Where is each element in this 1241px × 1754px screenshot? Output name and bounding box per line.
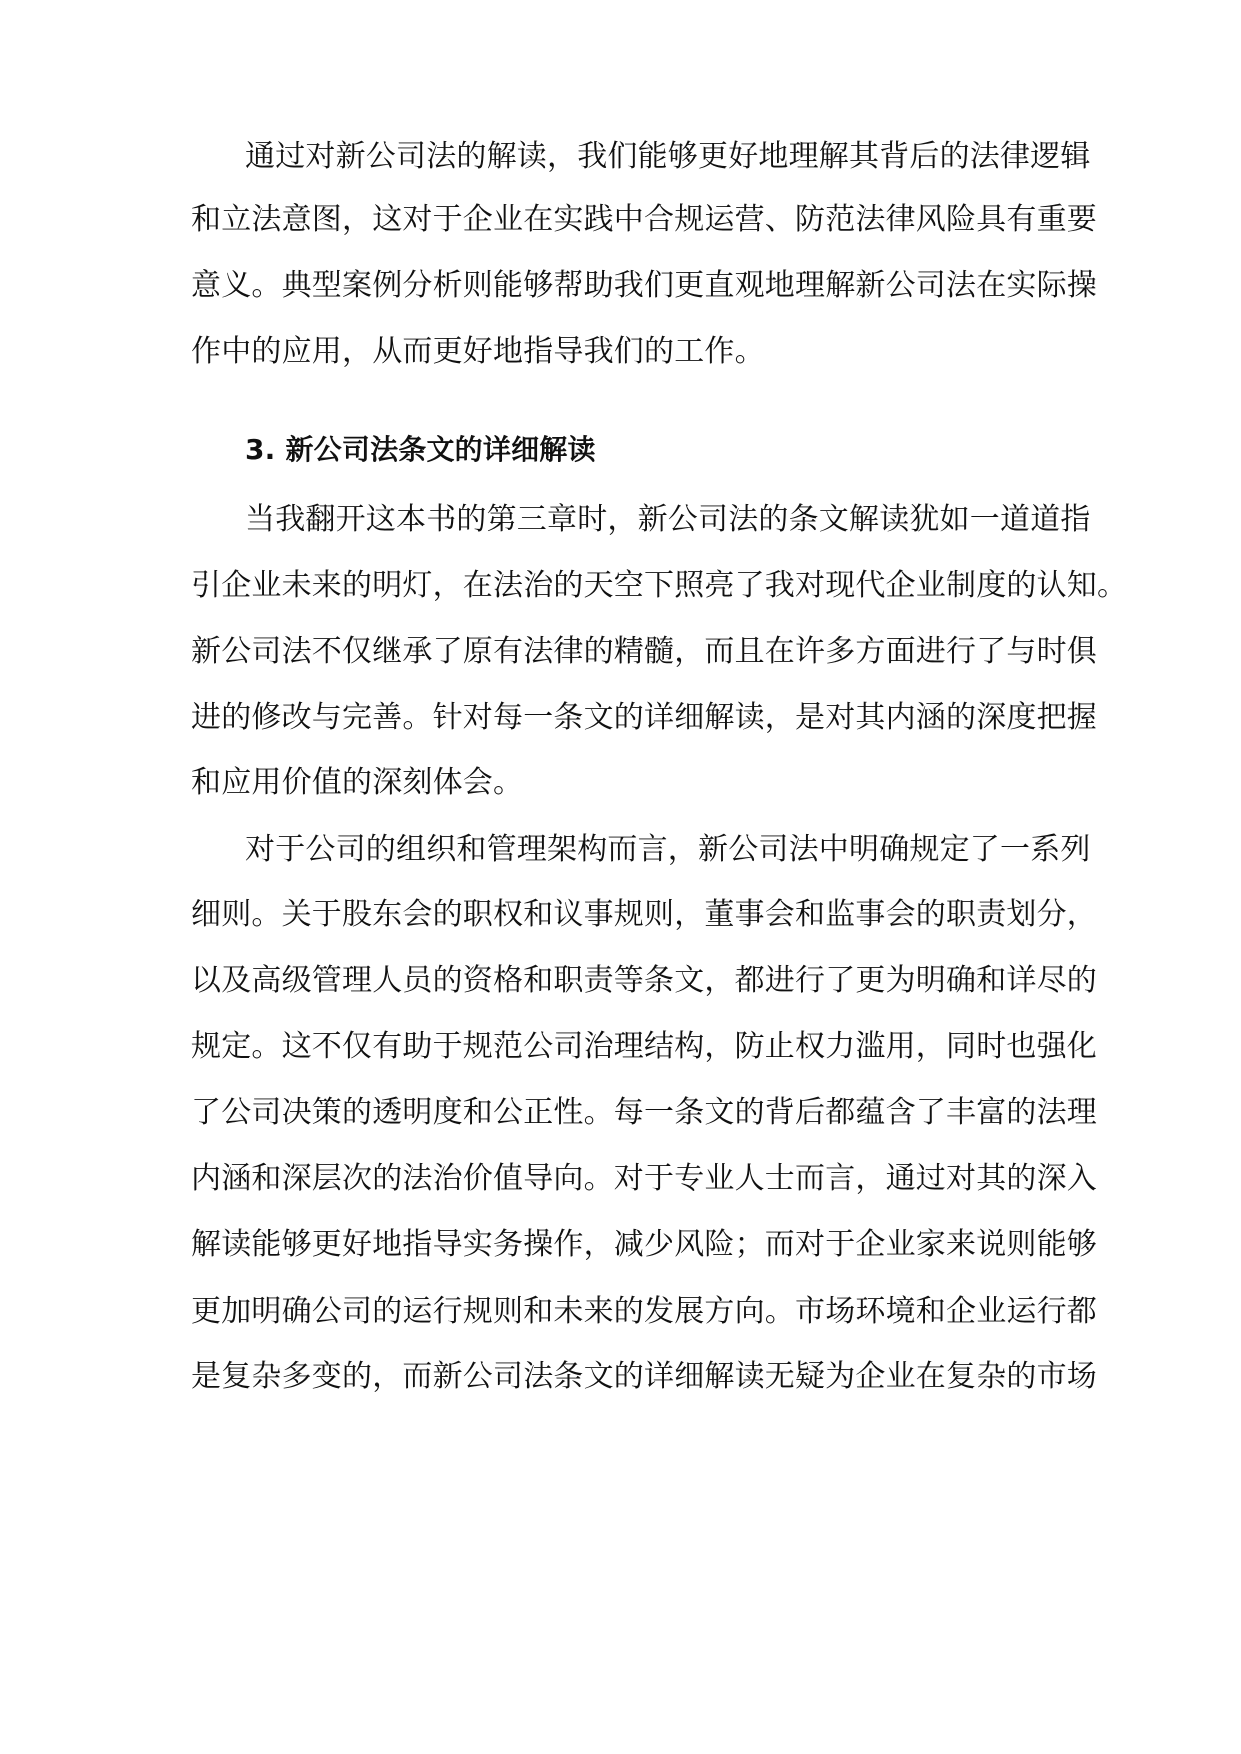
paragraph-1-line-4: 作中的应用，从而更好地指导我们的工作。 xyxy=(191,334,765,369)
paragraph-2-line-3: 新公司法不仅继承了原有法律的精髓，而且在许多方面进行了与时俱 xyxy=(191,634,1097,669)
paragraph-3-line-5: 了公司决策的透明度和公正性。每一条文的背后都蕴含了丰富的法理 xyxy=(191,1095,1097,1130)
paragraph-3-line-3: 以及高级管理人员的资格和职责等条文，都进行了更为明确和详尽的 xyxy=(191,963,1097,998)
paragraph-2-line-2: 引企业未来的明灯，在法治的天空下照亮了我对现代企业制度的认知。 xyxy=(191,568,1128,603)
paragraph-2-line-5: 和应用价值的深刻体会。 xyxy=(191,765,524,800)
paragraph-1-line-3: 意义。典型案例分析则能够帮助我们更直观地理解新公司法在实际操 xyxy=(191,268,1097,303)
paragraph-2-line-4: 进的修改与完善。针对每一条文的详细解读，是对其内涵的深度把握 xyxy=(191,700,1097,735)
paragraph-1-line-1: 通过对新公司法的解读，我们能够更好地理解其背后的法律逻辑 xyxy=(245,139,1091,174)
section-heading: 3. 新公司法条文的详细解读 xyxy=(245,433,596,466)
paragraph-3-line-6: 内涵和深层次的法治价值导向。对于专业人士而言，通过对其的深入 xyxy=(191,1161,1097,1196)
paragraph-3-line-7: 解读能够更好地指导实务操作，减少风险；而对于企业家来说则能够 xyxy=(191,1227,1097,1262)
paragraph-3-line-8: 更加明确公司的运行规则和未来的发展方向。市场环境和企业运行都 xyxy=(191,1294,1097,1329)
paragraph-1-line-2: 和立法意图，这对于企业在实践中合规运营、防范法律风险具有重要 xyxy=(191,202,1097,237)
paragraph-2-line-1: 当我翻开这本书的第三章时，新公司法的条文解读犹如一道道指 xyxy=(245,502,1091,537)
paragraph-3-line-2: 细则。关于股东会的职权和议事规则，董事会和监事会的职责划分， xyxy=(191,897,1097,932)
paragraph-3-line-4: 规定。这不仅有助于规范公司治理结构，防止权力滥用，同时也强化 xyxy=(191,1029,1097,1064)
paragraph-3-line-1: 对于公司的组织和管理架构而言，新公司法中明确规定了一系列 xyxy=(245,832,1091,867)
paragraph-3-line-9: 是复杂多变的，而新公司法条文的详细解读无疑为企业在复杂的市场 xyxy=(191,1359,1097,1394)
